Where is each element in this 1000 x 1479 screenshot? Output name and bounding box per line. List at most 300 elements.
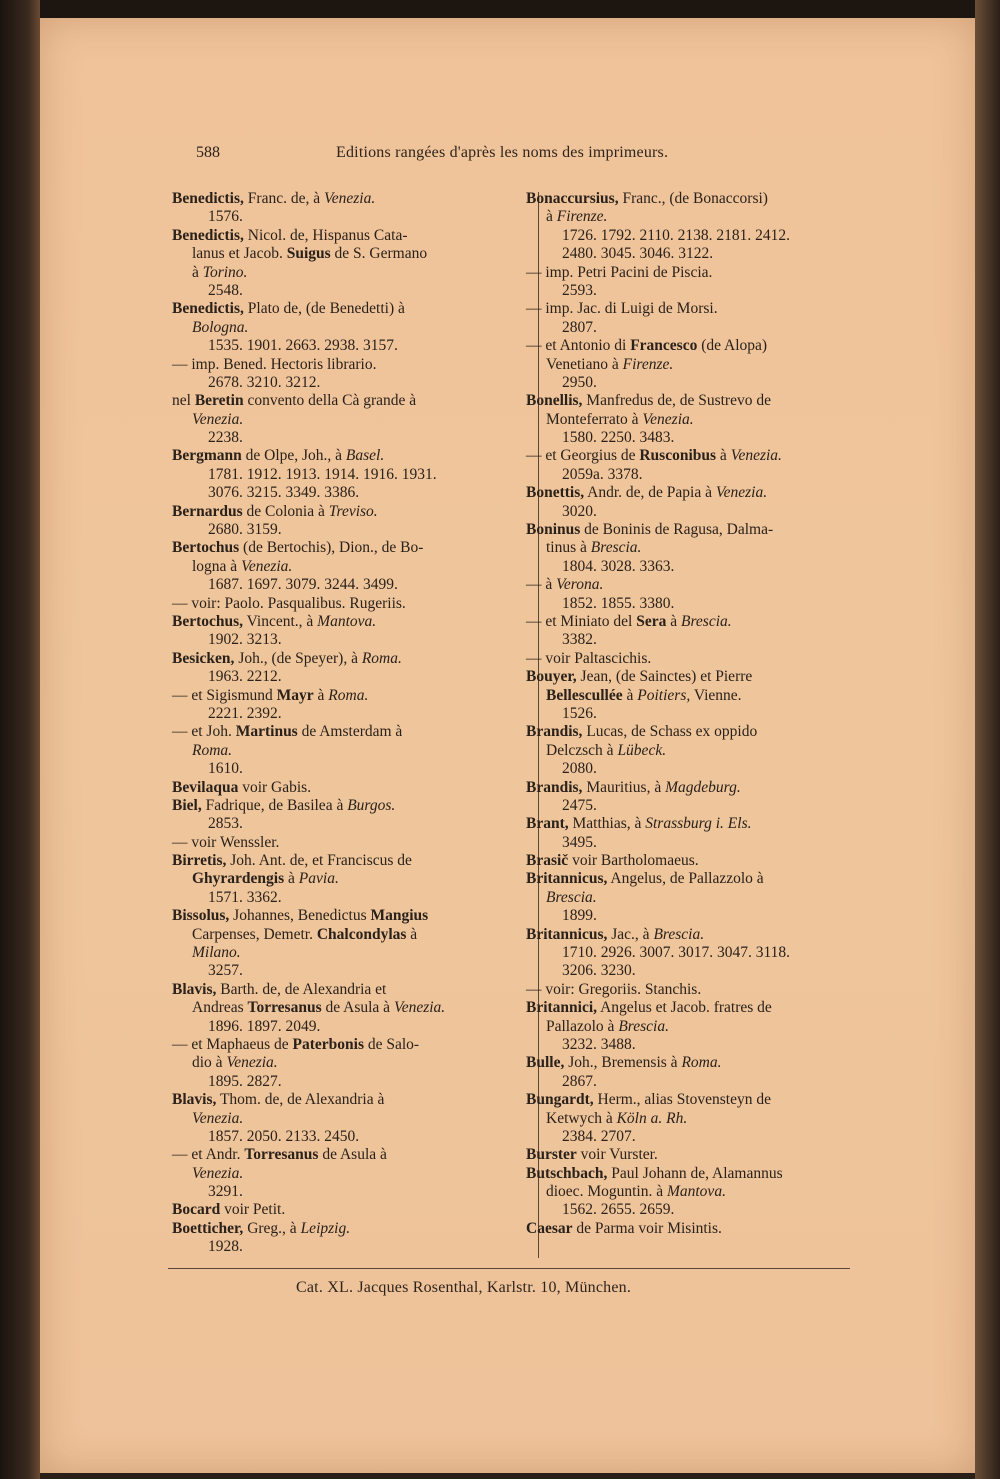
index-line (172, 613, 517, 631)
printer-name: Martinus (235, 723, 298, 741)
entry-text: — imp. Jac. di Luigi de Morsi. (526, 300, 718, 318)
printer-name: Torresanus (247, 999, 322, 1017)
index-line (526, 466, 871, 484)
index-line (172, 264, 517, 282)
entry-text: de Colonia à (242, 502, 329, 520)
index-line (526, 834, 871, 852)
index-line (526, 815, 871, 833)
printer-name: Butschbach, (526, 1164, 608, 1182)
index-line (526, 668, 871, 686)
entry-text: 1896. 1897. 2049. (208, 1017, 321, 1035)
entry-text: à (546, 208, 557, 226)
place-name: Venezia. (393, 999, 446, 1017)
printer-name: Brasič (526, 852, 569, 870)
index-line (172, 815, 517, 833)
place-name: Venezia. (323, 190, 376, 207)
index-line (172, 981, 517, 999)
entry-text: 2080. (562, 760, 597, 778)
entry-text: Vincent., à (243, 612, 318, 630)
entry-text: — et Joh. (172, 723, 236, 741)
entry-text: à (406, 925, 418, 943)
entry-text: 3076. 3215. 3349. 3386. (208, 484, 360, 502)
index-line (172, 595, 517, 613)
index-line (526, 1220, 871, 1238)
printer-name: Bouyer, (526, 668, 577, 686)
index-line (526, 1165, 871, 1183)
entry-text: — voir Wenssler. (172, 833, 280, 851)
place-name: Venezia. (192, 1164, 244, 1182)
index-line (172, 1091, 517, 1109)
printer-name: Britannici, (526, 999, 598, 1017)
index-line (526, 1110, 871, 1128)
index-line (172, 779, 517, 797)
entry-text: Franc. de, à (243, 190, 324, 207)
entry-text: 2548. (208, 281, 243, 299)
printer-name: Ghyrardengis (192, 870, 285, 888)
index-line (526, 1091, 871, 1109)
place-name: Roma. (681, 1054, 722, 1072)
index-line (526, 1201, 871, 1219)
index-line (526, 595, 871, 613)
entry-text: 1928. (208, 1238, 243, 1256)
place-name: Lübeck. (617, 741, 667, 759)
printer-name: Bulle, (526, 1054, 565, 1072)
entry-text: 3257. (208, 962, 243, 980)
entry-text: 3495. (562, 833, 597, 851)
entry-text: 1899. (562, 907, 597, 925)
index-line (526, 503, 871, 521)
place-name: Brescia. (546, 888, 597, 906)
entry-text: Nicol. de, Hispanus Cata- (243, 226, 408, 244)
index-line (172, 760, 517, 778)
printer-name: Rusconibus (639, 447, 717, 465)
entry-text: de Asula à (321, 999, 394, 1017)
entry-text: 2678. 3210. 3212. (208, 373, 321, 391)
place-name: Venezia. (730, 447, 782, 465)
place-name: Burgos. (347, 796, 396, 814)
entry-text: 2221. 2392. (208, 704, 282, 722)
entry-text: voir Petit. (220, 1201, 286, 1219)
index-line (526, 208, 871, 226)
index-line (526, 926, 871, 944)
entry-text: de Parma voir Misintis. (572, 1219, 722, 1237)
entry-text: à (313, 686, 329, 704)
entry-text: 3291. (208, 1183, 243, 1201)
entry-text: 2680. 3159. (208, 521, 282, 539)
index-line (526, 300, 871, 318)
printer-name: Benedictis, (172, 226, 244, 244)
entry-text: 1726. 1792. 2110. 2138. 2181. 2412. (562, 226, 791, 244)
index-line (526, 337, 871, 355)
printer-name: Boninus (526, 521, 581, 539)
entry-text: de Amsterdam à (297, 723, 403, 741)
entry-text: Joh., (de Speyer), à (234, 649, 362, 667)
place-name: Pavia. (298, 870, 339, 888)
entry-text: 2480. 3045. 3046. 3122. (562, 245, 714, 263)
index-line (172, 889, 517, 907)
place-name: Roma. (361, 649, 402, 667)
entry-text: tinus à (546, 539, 591, 557)
entry-text: à (716, 447, 731, 465)
index-line (172, 1201, 517, 1219)
index-line (172, 1110, 517, 1128)
place-name: Strassburg i. Els. (645, 815, 752, 833)
entry-text: Lucas, de Schass ex oppido (582, 723, 758, 741)
entry-text: Paul Johann de, Alamannus (607, 1164, 783, 1182)
entry-text: Plato de, (de Benedetti) à (243, 300, 405, 318)
entry-text: Monteferrato à (546, 410, 643, 428)
index-line (172, 466, 517, 484)
index-line (172, 208, 517, 226)
index-line (172, 834, 517, 852)
place-name: Verona. (556, 576, 604, 594)
printer-name: Torresanus (244, 1146, 319, 1164)
index-line (526, 392, 871, 410)
printer-name: Bernardus (172, 502, 243, 520)
place-name: Brescia. (680, 612, 732, 630)
place-name: Venezia. (226, 1054, 278, 1072)
index-line (172, 797, 517, 815)
page-edge (975, 0, 1000, 1479)
index-line (172, 962, 517, 980)
index-line (172, 1220, 517, 1238)
entry-text: 1687. 1697. 3079. 3244. 3499. (208, 576, 398, 594)
printer-name: Bungardt, (526, 1091, 594, 1109)
entry-text: (de Bertochis), Dion., de Bo- (239, 539, 424, 557)
place-name: Torino. (202, 263, 248, 281)
place-name: Köln a. Rh. (616, 1109, 688, 1127)
entry-text: Herm., alias Stovensteyn de (593, 1091, 771, 1109)
printer-name: Benedictis, (172, 190, 244, 207)
index-line (526, 1036, 871, 1054)
index-line (172, 503, 517, 521)
index-line (526, 723, 871, 741)
index-line (172, 1165, 517, 1183)
index-line (526, 687, 871, 705)
printer-name: Paterbonis (292, 1035, 364, 1053)
entry-text: lanus et Jacob. (192, 245, 287, 263)
entry-text: 2059a. 3378. (562, 465, 643, 483)
index-line (526, 319, 871, 337)
entry-text: Vienne. (690, 686, 742, 704)
entry-text: Matthias, à (568, 815, 646, 833)
printer-name: Birretis, (172, 852, 227, 870)
entry-text: 2593. (562, 281, 597, 299)
entry-text: 1580. 2250. 3483. (562, 429, 675, 447)
index-line (526, 907, 871, 925)
entry-text: — et Georgius de (526, 447, 640, 465)
index-line (172, 356, 517, 374)
index-line (172, 1238, 517, 1256)
printer-name: Francesco (630, 337, 698, 355)
entry-text: Fadrique, de Basilea à (201, 796, 348, 814)
index-line (526, 1018, 871, 1036)
entry-text: 2238. (208, 429, 243, 447)
index-line (526, 797, 871, 815)
printer-name: Caesar (526, 1219, 573, 1237)
entry-text: Barth. de, de Alexandria et (216, 980, 387, 998)
place-name: Firenze. (622, 355, 674, 373)
printer-name: Bonellis, (526, 392, 583, 410)
index-line (526, 356, 871, 374)
entry-text: à (622, 686, 638, 704)
printer-name: Chalcondylas (316, 925, 407, 943)
entry-text: Pallazolo à (546, 1017, 619, 1035)
index-line (172, 539, 517, 557)
index-line (526, 521, 871, 539)
index-line (526, 282, 871, 300)
place-name: Firenze. (556, 208, 608, 226)
index-line (526, 447, 871, 465)
index-line (526, 227, 871, 245)
index-line (526, 944, 871, 962)
entry-text: Jean, (de Sainctes) et Pierre (576, 668, 753, 686)
printer-name: Brandis, (526, 778, 583, 796)
entry-text: de S. Germano (330, 245, 428, 263)
place-name: Mantova. (317, 612, 377, 630)
place-name: Venezia. (642, 410, 694, 428)
entry-text: Joh., Bremensis à (564, 1054, 682, 1072)
entry-text: 1902. 3213. (208, 631, 282, 649)
place-name: Venezia. (241, 557, 293, 575)
entry-text: — à (526, 576, 557, 594)
entry-text: 2867. (562, 1072, 597, 1090)
entry-text: 3382. (562, 631, 597, 649)
entry-text: 1963. 2212. (208, 668, 282, 686)
printer-name: Bissolus, (172, 907, 230, 925)
place-name: Brescia. (618, 1017, 669, 1035)
index-line (172, 1018, 517, 1036)
entry-text: Venetiano à (546, 355, 623, 373)
index-line (526, 962, 871, 980)
entry-text: 2853. (208, 815, 243, 833)
book-spine (0, 0, 40, 1479)
entry-text: à (284, 870, 299, 888)
printer-name: Bocard (172, 1201, 221, 1219)
entry-text: logna à (192, 557, 242, 575)
index-line (172, 723, 517, 741)
page-footer: Cat. XL. Jacques Rosenthal, Karlstr. 10, München. (296, 1279, 632, 1296)
entry-text: — et Miniato del (526, 612, 637, 630)
place-name: Venezia. (192, 410, 244, 428)
printer-name: Sera (636, 612, 667, 630)
index-line (172, 1054, 517, 1072)
entry-text: 1610. (208, 760, 243, 778)
index-line (172, 742, 517, 760)
footer-rule (168, 1268, 850, 1269)
entry-text: Mauritius, à (582, 778, 666, 796)
place-name: Magdeburg. (665, 778, 741, 796)
entry-text: 2807. (562, 318, 597, 336)
place-name: Roma. (192, 741, 233, 759)
index-line (172, 650, 517, 668)
printer-name: Britannicus, (526, 870, 608, 888)
index-line (172, 576, 517, 594)
index-line (172, 999, 517, 1017)
entry-text: Jac., à (607, 925, 654, 943)
entry-text: convento della Cà grande à (243, 392, 417, 410)
index-line (172, 484, 517, 502)
index-line (526, 1183, 871, 1201)
index-line (172, 190, 517, 208)
place-name: Roma. (328, 686, 369, 704)
index-line (526, 760, 871, 778)
printer-name: Bevilaqua (172, 778, 239, 796)
entry-text: 1526. (562, 704, 597, 722)
index-line (172, 411, 517, 429)
place-name: Leipzig. (300, 1219, 351, 1237)
place-name: Brescia. (590, 539, 642, 557)
printer-name: Beretin (194, 392, 244, 410)
index-line (526, 558, 871, 576)
place-name: Mantova. (666, 1183, 726, 1201)
entry-text: Andreas (192, 999, 248, 1017)
index-line (172, 447, 517, 465)
entry-text: Andr. de, de Papia à (584, 484, 716, 502)
index-line (172, 631, 517, 649)
printer-name: Bergmann (172, 447, 242, 465)
index-line (526, 981, 871, 999)
index-line (172, 870, 517, 888)
entry-text: 3232. 3488. (562, 1035, 636, 1053)
entry-text: 2384. 2707. (562, 1127, 636, 1145)
printer-name: Bonettis, (526, 484, 585, 502)
printer-name: Blavis, (172, 980, 217, 998)
index-line (526, 613, 871, 631)
entry-text: 1804. 3028. 3363. (562, 557, 675, 575)
place-name: Brescia. (653, 925, 705, 943)
printer-name: Brandis, (526, 723, 583, 741)
entry-text: à (666, 612, 681, 630)
printer-name: Bonaccursius, (526, 190, 619, 207)
index-line (526, 245, 871, 263)
entry-text: 2475. (562, 796, 597, 814)
entry-text: 1781. 1912. 1913. 1914. 1916. 1931. (208, 465, 437, 483)
index-line (172, 944, 517, 962)
entry-text: 1535. 1901. 2663. 2938. 3157. (208, 337, 398, 355)
entry-text: de Salo- (364, 1035, 420, 1053)
index-line (172, 429, 517, 447)
index-line (526, 1128, 871, 1146)
entry-text: 2950. (562, 373, 597, 391)
entry-text: voir Gabis. (238, 778, 312, 796)
printer-name: Besicken, (172, 649, 235, 667)
entry-text: 1852. 1855. 3380. (562, 594, 675, 612)
entry-text: Ketwych à (546, 1109, 617, 1127)
index-line (172, 705, 517, 723)
scan-top-strip (0, 0, 1000, 18)
entry-text: Johannes, Benedictus (229, 907, 371, 925)
entry-text: — imp. Bened. Hectoris librario. (172, 355, 377, 373)
index-line (526, 411, 871, 429)
index-line (172, 521, 517, 539)
entry-text: — voir: Paolo. Pasqualibus. Rugeriis. (172, 594, 406, 612)
place-name: Venezia. (715, 484, 768, 502)
entry-text: Delczsch à (546, 741, 618, 759)
index-line (526, 429, 871, 447)
printer-name: Bellescullée (546, 686, 623, 704)
printer-name: Brant, (526, 815, 569, 833)
page-number: 588 (196, 144, 220, 161)
entry-text: — voir: Gregoriis. Stanchis. (526, 980, 702, 998)
index-line (172, 907, 517, 925)
index-line (526, 742, 871, 760)
index-line (526, 264, 871, 282)
entry-text: — et Andr. (172, 1146, 245, 1164)
entry-text: Angelus et Jacob. fratres de (597, 999, 772, 1017)
entry-text: — et Maphaeus de (172, 1035, 293, 1053)
entry-text: Greg., à (243, 1219, 301, 1237)
index-line (172, 668, 517, 686)
entry-text: — et Sigismund (172, 686, 277, 704)
entry-text: voir Bartholomaeus. (568, 852, 699, 870)
index-line (172, 926, 517, 944)
index-line (172, 1073, 517, 1091)
place-name: Treviso. (328, 502, 378, 520)
printer-name: Mangius (370, 907, 429, 925)
entry-text: 3206. 3230. (562, 962, 636, 980)
entry-text: voir Vurster. (576, 1146, 658, 1164)
index-line (526, 705, 871, 723)
place-name: Bologna. (192, 318, 249, 336)
entry-text: à (192, 263, 203, 281)
entry-text: — voir Paltascichis. (526, 649, 652, 667)
index-line (526, 539, 871, 557)
entry-text: — et Antonio di (526, 337, 631, 355)
index-line (172, 392, 517, 410)
printer-name: Biel, (172, 796, 202, 814)
index-line (526, 852, 871, 870)
index-line (172, 374, 517, 392)
index-line (526, 779, 871, 797)
entry-text: de Olpe, Joh., à (241, 447, 346, 465)
printer-name: Burster (526, 1146, 577, 1164)
entry-text: Thom. de, de Alexandria à (216, 1091, 385, 1109)
entry-text: nel (172, 392, 195, 410)
entry-text: Manfredus de, de Sustrevo de (582, 392, 771, 410)
entry-text: dioec. Moguntin. à (546, 1183, 667, 1201)
entry-text: Angelus, de Pallazzolo à (607, 870, 764, 888)
index-line (526, 889, 871, 907)
entry-text: 1895. 2827. (208, 1072, 282, 1090)
printer-name: Blavis, (172, 1091, 217, 1109)
index-line (526, 650, 871, 668)
entry-text: de Asula à (318, 1146, 387, 1164)
page-title: Editions rangées d'après les noms des imprimeurs. (336, 144, 669, 161)
entry-text: Joh. Ant. de, et Franciscus de (226, 852, 412, 870)
index-line (172, 227, 517, 245)
place-name: Milano. (192, 944, 241, 962)
index-line (172, 852, 517, 870)
printer-name: Mayr (276, 686, 314, 704)
index-line (172, 282, 517, 300)
entry-text: 1571. 3362. (208, 888, 282, 906)
left-column (172, 190, 517, 1257)
entry-text: de Boninis de Ragusa, Dalma- (580, 521, 774, 539)
index-line (526, 1146, 871, 1164)
entry-text: 1857. 2050. 2133. 2450. (208, 1127, 360, 1145)
place-name: Basel. (345, 447, 385, 465)
index-line (526, 484, 871, 502)
entry-text: (de Alopa) (697, 337, 768, 355)
index-line (526, 1073, 871, 1091)
printer-name: Boetticher, (172, 1219, 244, 1237)
index-line (172, 1036, 517, 1054)
index-line (172, 558, 517, 576)
entry-text: 3020. (562, 502, 597, 520)
index-line (526, 1054, 871, 1072)
entry-text: dio à (192, 1054, 227, 1072)
